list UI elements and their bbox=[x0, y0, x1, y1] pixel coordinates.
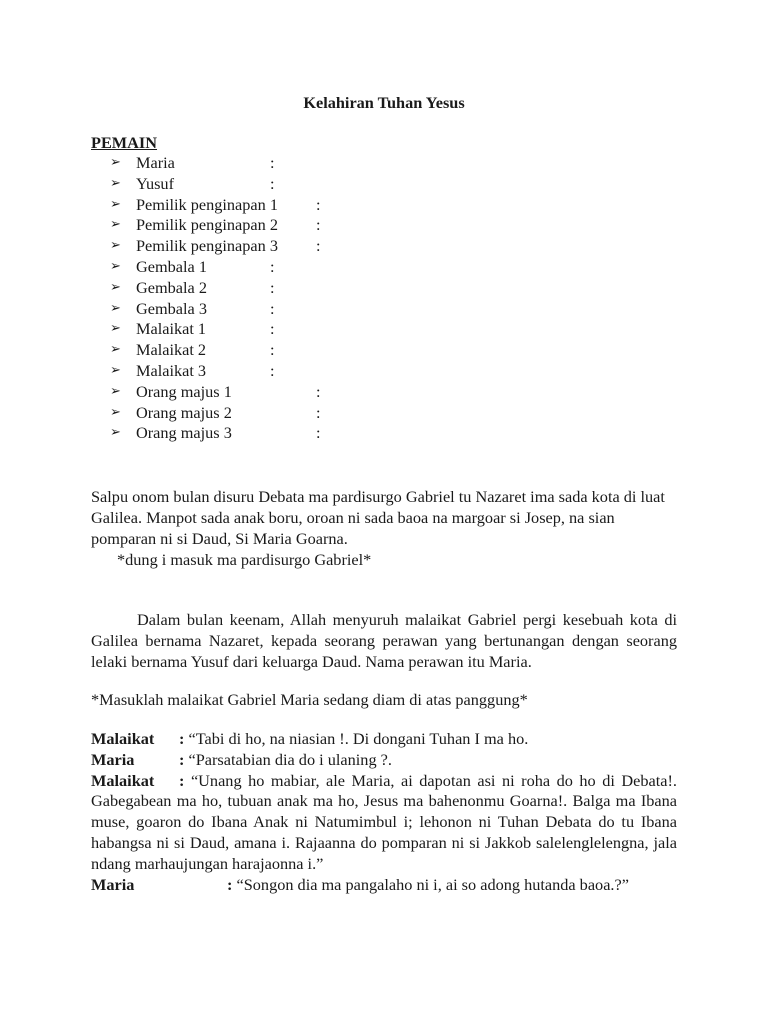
arrow-bullet-icon: ➢ bbox=[110, 321, 121, 337]
cast-name: Malaikat 1 bbox=[136, 319, 207, 339]
speaker-separator: : bbox=[179, 770, 185, 790]
dialogue-text: “Songon dia ma pangalaho ni i, ai so adong hutanda baoa.?” bbox=[236, 874, 629, 894]
arrow-bullet-icon: ➢ bbox=[110, 238, 121, 254]
cast-name: Pemilik penginapan 2 bbox=[136, 215, 278, 235]
cast-colon: : bbox=[316, 215, 321, 235]
stage-direction: *Masuklah malaikat Gabriel Maria sedang diam di atas panggung* bbox=[91, 690, 528, 709]
cast-colon: : bbox=[270, 340, 275, 360]
cast-name: Yusuf bbox=[136, 173, 174, 193]
cast-colon: : bbox=[316, 194, 321, 214]
cast-name: Orang majus 3 bbox=[136, 423, 232, 443]
cast-name: Malaikat 2 bbox=[136, 340, 207, 360]
cast-name: Orang majus 1 bbox=[136, 381, 232, 401]
arrow-bullet-icon: ➢ bbox=[110, 383, 121, 399]
speaker-name: Maria bbox=[91, 874, 135, 894]
arrow-bullet-icon: ➢ bbox=[110, 279, 121, 295]
cast-colon: : bbox=[270, 360, 275, 380]
cast-colon: : bbox=[270, 256, 275, 276]
dialogue-text: “Unang ho mabiar, ale Maria, ai dapotan asi ni roha do ho di Debata!. Gabegabean ma ho, tubuan anak ma ho, Jesus ma bahenonmu Goarna!. Balga ma Ibana muse, goaron do Ibana Anak ni Natumimbul i; lehonon ni Tuhan Debata do tu Ibana habangsa ni si Daud, amana i. Rajaanna do pomparan ni si Jakkob salelenglelengna, jala ndang marhaujungan harajaonna i.” bbox=[91, 770, 677, 873]
cast-colon: : bbox=[270, 153, 275, 172]
arrow-bullet-icon: ➢ bbox=[110, 404, 121, 420]
cast-heading: PEMAIN bbox=[91, 133, 158, 152]
arrow-bullet-icon: ➢ bbox=[110, 342, 121, 358]
cast-colon: : bbox=[270, 298, 275, 318]
cast-name: Malaikat 3 bbox=[136, 360, 207, 380]
cast-colon: : bbox=[270, 173, 275, 193]
speaker-name: Malaikat bbox=[91, 729, 155, 748]
arrow-bullet-icon: ➢ bbox=[110, 196, 121, 212]
dialogue-line bbox=[91, 771, 677, 875]
speaker-separator: : bbox=[179, 729, 185, 748]
cast-colon: : bbox=[270, 277, 275, 297]
dialogue-line bbox=[91, 750, 677, 771]
arrow-bullet-icon: ➢ bbox=[110, 362, 121, 378]
cast-name: Orang majus 2 bbox=[136, 402, 232, 422]
speaker-separator: : bbox=[179, 749, 185, 769]
narration-paragraph: Dalam bulan keenam, Allah menyuruh malaikat Gabriel pergi kesebuah kota di Galilea bernama Nazaret, kepada seorang perawan yang bertunangan dengan seorang lelaki bernama Yusuf dari keluarga Daud. Nama perawan itu Maria. bbox=[91, 610, 677, 671]
arrow-bullet-icon: ➢ bbox=[110, 425, 121, 441]
arrow-bullet-icon: ➢ bbox=[110, 258, 121, 274]
cast-name: Pemilik penginapan 1 bbox=[136, 194, 278, 214]
dialogue-block bbox=[91, 729, 677, 895]
cast-name: Pemilik penginapan 3 bbox=[136, 236, 278, 256]
document-title: Kelahiran Tuhan Yesus bbox=[303, 93, 465, 112]
dialogue-text: “Parsatabian dia do i ulaning ?. bbox=[188, 749, 392, 769]
intro-paragraph: Salpu onom bulan disuru Debata ma pardisurgo Gabriel tu Nazaret ima sada kota di luat Galilea. Manpot sada anak boru, oroan ni sada baoa na margoar si Josep, na sian pomparan ni si Daud, Si Maria Goarna. bbox=[91, 487, 665, 548]
dialogue-line bbox=[91, 875, 677, 896]
cast-name: Gembala 3 bbox=[136, 298, 207, 318]
arrow-bullet-icon: ➢ bbox=[110, 300, 121, 316]
cast-name: Gembala 2 bbox=[136, 277, 207, 297]
cast-colon: : bbox=[316, 402, 321, 422]
cast-name: Maria bbox=[136, 153, 175, 172]
speaker-name: Malaikat bbox=[91, 770, 155, 790]
arrow-bullet-icon: ➢ bbox=[110, 175, 121, 191]
speaker-separator: : bbox=[227, 874, 233, 894]
dialogue-line bbox=[91, 729, 677, 750]
arrow-bullet-icon: ➢ bbox=[110, 155, 121, 170]
cast-colon: : bbox=[316, 236, 321, 256]
stage-direction: *dung i masuk ma pardisurgo Gabriel* bbox=[117, 550, 372, 569]
cast-colon: : bbox=[316, 423, 321, 443]
cast-colon: : bbox=[316, 381, 321, 401]
speaker-name: Maria bbox=[91, 749, 135, 769]
arrow-bullet-icon: ➢ bbox=[110, 217, 121, 233]
cast-colon: : bbox=[270, 319, 275, 339]
cast-name: Gembala 1 bbox=[136, 256, 207, 276]
dialogue-text: “Tabi di ho, na niasian !. Di dongani Tuhan I ma ho. bbox=[188, 729, 529, 748]
